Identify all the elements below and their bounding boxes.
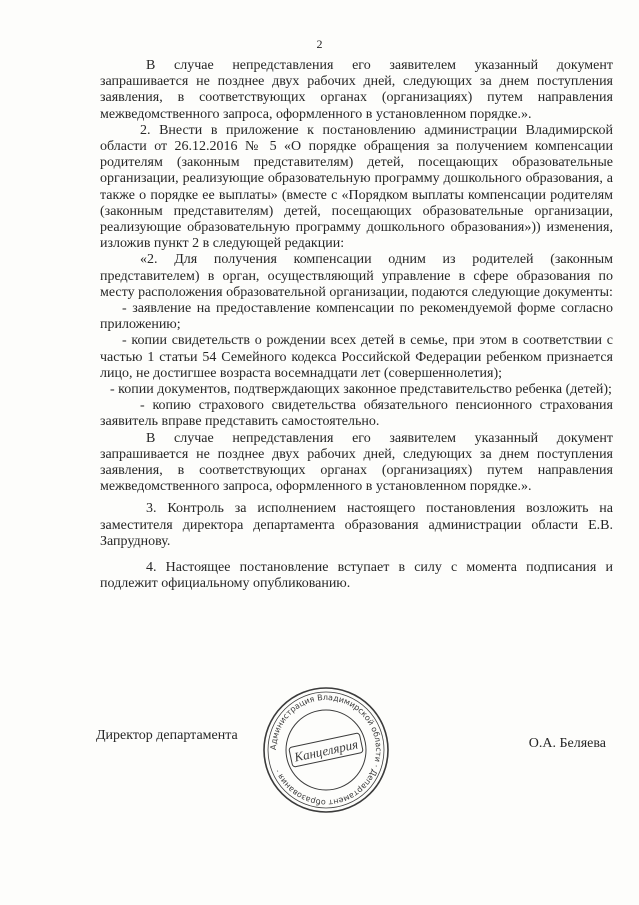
page-number: 2 [316, 37, 323, 51]
signature-block [96, 692, 616, 814]
seal-outer-text: Администрация Владимирской области · Департамент образования · [268, 692, 384, 808]
list-item-representation-docs: - копии документов, подтверждающих законное представительство ребенка (детей); [110, 382, 612, 398]
paragraph-request-2: В случае непредставления его заявителем указанный документ запрашивается не позднее двух рабочих дней, следующих за днем поступления заявления, в соответствующих органах (организациях) путем направления межведомственного запроса, оформленного в установленном порядке.». [100, 430, 613, 495]
signatory-role: Директор департамента [96, 728, 238, 743]
list-item-insurance-certificate: - копию страхового свидетельства обязательного пенсионного страхования заявитель вправе представить самостоятельно. [100, 398, 613, 430]
official-seal [260, 684, 392, 816]
list-item-application: - заявление на предоставление компенсации по рекомендуемой форме согласно приложению; [100, 301, 613, 333]
signatory-name: О.А. Беляева [528, 736, 606, 751]
paragraph-new-item-2: «2. Для получения компенсации одним из родителей (законным представителем) в орган, осуществляющий управление в сфере образования по месту расположения образовательной организации, подаются следующие документы: [100, 252, 613, 300]
paragraph-request-1: В случае непредставления его заявителем указанный документ запрашивается не позднее двух рабочих дней, следующих за днем поступления заявления, в соответствующих органах (организациях) путем направления межведомственного запроса, оформленного в установленном порядке.». [100, 58, 613, 122]
paragraph-item-4: 4. Настоящее постановление вступает в силу с момента подписания и подлежит официальному опубликованию. [100, 560, 613, 592]
seal-center-text: Канцелярия [292, 736, 360, 765]
paragraph-item-2: 2. Внести в приложение к постановлению администрации Владимирской области от 26.12.2016 № 5 «О порядке обращения за получением компенсации родителям (законным представителям) детей, посещающих образовательные организации, реализующие образовательную программу дошкольного образования, а также о порядке ее выплаты» (вместе с «Порядком выплаты компенсации родителям (законным представителям) детей, посещающих образовательные организации, реализующие образовательную программу дошкольного образования»)) изменения, изложив пункт 2 в следующей редакции: [100, 122, 613, 252]
list-item-birth-certificates: - копии свидетельств о рождении всех детей в семье, при этом в соответствии с частью 1 статьи 54 Семейного кодекса Российской Федерации ребенком признается лицо, не достигшее возраста восемнадцати лет (совершеннолетия); [100, 333, 613, 381]
paragraph-item-3: 3. Контроль за исполнением настоящего постановления возложить на заместителя директора департамента образования администрации области Е.В. Запруднову. [100, 501, 613, 549]
document-body [100, 58, 613, 593]
